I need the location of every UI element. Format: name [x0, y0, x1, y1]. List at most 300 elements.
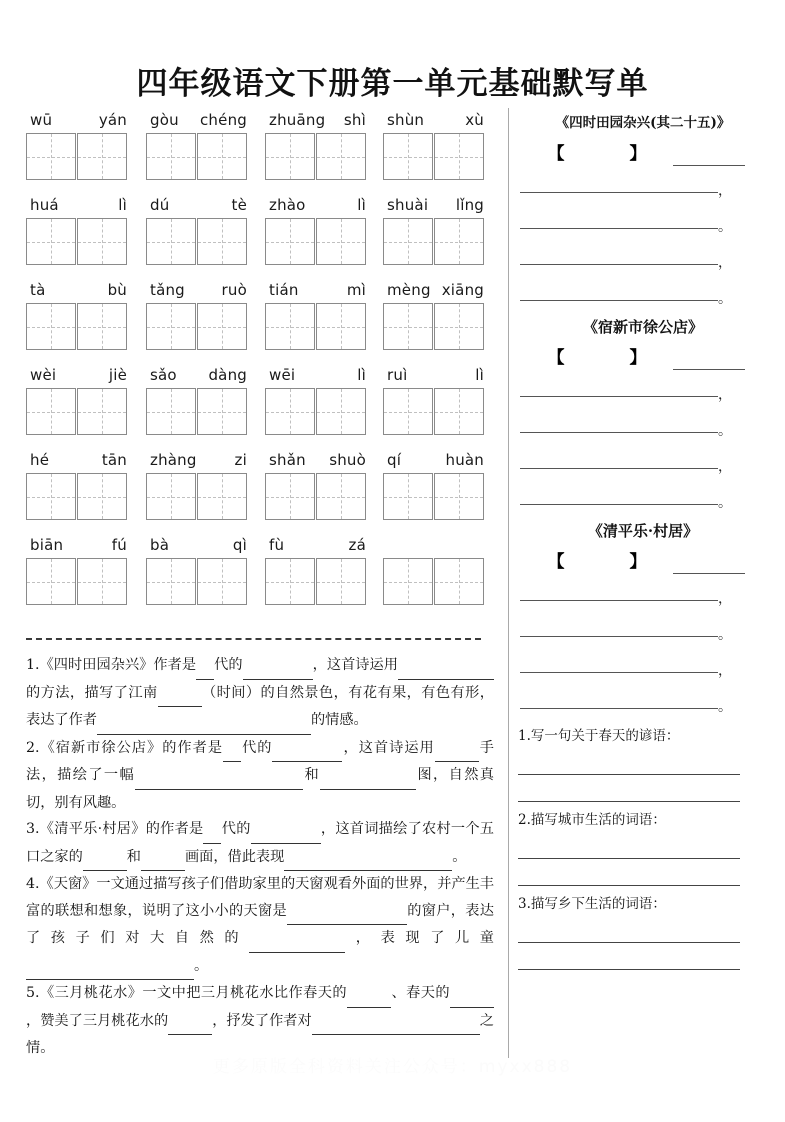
pinyin-syllable: shùn	[387, 111, 425, 129]
verse-writing-rule[interactable]	[520, 300, 718, 301]
pinyin-syllable: fú	[111, 536, 127, 554]
poem-verse-line[interactable]	[518, 610, 768, 646]
character-writing-box[interactable]	[197, 133, 247, 180]
question-text: ，抒发了作者对	[212, 1012, 312, 1029]
word-group	[265, 195, 369, 265]
answer-blank[interactable]	[312, 1008, 480, 1036]
pinyin-syllable: tè	[231, 196, 247, 214]
character-writing-box[interactable]	[77, 133, 127, 180]
word-group	[265, 280, 369, 350]
character-box-pair	[26, 388, 130, 435]
pinyin-syllable: lì	[357, 196, 366, 214]
verse-punctuation: ，	[718, 255, 732, 271]
pinyin-syllable: xù	[465, 111, 484, 129]
poem-verse-line[interactable]	[518, 574, 768, 610]
watermark: 更多原版全科资料关注公众号：myxx888	[212, 1057, 573, 1077]
pinyin-label-pair	[383, 280, 487, 300]
verse-punctuation: 。	[718, 219, 732, 235]
extra-question	[518, 808, 768, 886]
answer-writing-rule[interactable]	[518, 832, 740, 859]
extra-question-label: 3.描写乡下生活的词语：	[518, 896, 666, 912]
character-writing-box[interactable]	[383, 558, 433, 605]
character-writing-box[interactable]	[383, 473, 433, 520]
character-box-pair	[146, 303, 250, 350]
pinyin-syllable: hé	[30, 451, 50, 469]
word-group	[26, 450, 130, 520]
pinyin-label-pair	[383, 535, 487, 555]
character-writing-box[interactable]	[383, 218, 433, 265]
column-divider	[508, 108, 509, 1058]
answer-blank[interactable]	[203, 816, 221, 844]
question-text: 代的	[241, 739, 273, 756]
verse-punctuation: 。	[718, 495, 732, 511]
pinyin-syllable: mì	[346, 281, 366, 299]
poem-title: 《清平乐·村居》	[587, 522, 699, 540]
answer-blank[interactable]	[243, 652, 313, 680]
pinyin-syllable: zhào	[269, 196, 306, 214]
verse-punctuation: ，	[718, 663, 732, 679]
character-writing-box[interactable]	[197, 303, 247, 350]
pinyin-syllable: huá	[30, 196, 59, 214]
pinyin-syllable: yán	[98, 111, 127, 129]
pinyin-label-pair	[265, 535, 369, 555]
dynasty-bracket[interactable]: 【 】	[547, 552, 671, 572]
word-group	[265, 110, 369, 180]
character-box-pair	[265, 473, 369, 520]
word-group	[26, 365, 130, 435]
word-group	[265, 535, 369, 605]
poem-verse-line[interactable]	[518, 238, 768, 274]
poem-block	[518, 518, 768, 718]
pinyin-syllable: lì	[357, 366, 366, 384]
word-group	[26, 195, 130, 265]
question-number: 4.	[26, 876, 40, 892]
word-group	[265, 365, 369, 435]
word-group	[383, 280, 487, 350]
extra-question-label: 1.写一句关于春天的谚语：	[518, 728, 680, 744]
question-number: 5.	[26, 985, 40, 1001]
answer-blank[interactable]	[347, 980, 391, 1008]
character-writing-box[interactable]	[316, 303, 366, 350]
pinyin-syllable: zhàng	[150, 451, 197, 469]
question-text: 的情感。	[310, 712, 368, 728]
pinyin-syllable: tà	[30, 281, 46, 299]
pinyin-syllable: ruò	[221, 281, 247, 299]
verse-punctuation: 。	[718, 699, 732, 715]
dynasty-bracket[interactable]: 【 】	[547, 348, 671, 368]
character-box-pair	[146, 218, 250, 265]
extra-question	[518, 892, 768, 970]
pinyin-label-pair	[146, 535, 250, 555]
pinyin-syllable: huàn	[445, 451, 484, 469]
pinyin-syllable: zá	[348, 536, 366, 554]
pinyin-dictation-grid	[26, 110, 496, 620]
character-box-pair	[265, 133, 369, 180]
pinyin-syllable: dàng	[208, 366, 247, 384]
character-writing-box[interactable]	[26, 133, 76, 180]
answer-blank[interactable]	[435, 735, 479, 763]
character-writing-box[interactable]	[77, 388, 127, 435]
verse-punctuation: ，	[718, 387, 732, 403]
poem-verse-line[interactable]	[518, 406, 768, 442]
page-title: 四年级语文下册第一单元基础默写单	[136, 66, 649, 102]
pinyin-label-pair	[265, 280, 369, 300]
question-text: ，这首诗运用	[312, 657, 398, 673]
answer-blank[interactable]	[97, 707, 311, 735]
right-column	[518, 110, 768, 970]
poem-author-blank[interactable]	[673, 352, 745, 370]
answer-writing-rule[interactable]	[518, 943, 740, 970]
question-text: 和	[126, 848, 141, 865]
verse-writing-rule[interactable]	[520, 192, 718, 193]
word-group	[146, 535, 250, 605]
pinyin-label-pair	[26, 535, 130, 555]
word-group	[146, 110, 250, 180]
pinyin-label-pair	[383, 365, 487, 385]
pinyin-syllable: wū	[30, 111, 53, 129]
verse-writing-rule[interactable]	[520, 264, 718, 265]
verse-punctuation: 。	[718, 627, 732, 643]
pinyin-row	[26, 535, 496, 620]
character-writing-box[interactable]	[77, 303, 127, 350]
verse-writing-rule[interactable]	[520, 396, 718, 397]
answer-blank[interactable]	[135, 762, 303, 790]
character-box-pair	[383, 388, 487, 435]
word-group	[26, 280, 130, 350]
answer-writing-rule[interactable]	[518, 916, 740, 943]
poem-author-blank[interactable]	[673, 556, 745, 574]
character-writing-box[interactable]	[434, 218, 484, 265]
character-box-pair	[265, 218, 369, 265]
character-box-pair	[383, 218, 487, 265]
poem-verse-line[interactable]	[518, 202, 768, 238]
poem-author-line	[518, 136, 768, 166]
verse-punctuation: ，	[718, 459, 732, 475]
character-writing-box[interactable]	[197, 473, 247, 520]
answer-blank[interactable]	[251, 816, 321, 844]
verse-writing-rule[interactable]	[520, 600, 718, 601]
verse-writing-rule[interactable]	[520, 504, 718, 505]
character-writing-box[interactable]	[146, 388, 196, 435]
pinyin-row	[26, 195, 496, 280]
pinyin-label-pair	[146, 110, 250, 130]
pinyin-label-pair	[265, 195, 369, 215]
character-writing-box[interactable]	[26, 388, 76, 435]
pinyin-label-pair	[146, 195, 250, 215]
character-writing-box[interactable]	[26, 473, 76, 520]
character-box-pair	[26, 133, 130, 180]
pinyin-syllable: wèi	[30, 366, 57, 384]
character-box-pair	[146, 388, 250, 435]
poem-title: 《宿新市徐公店》	[582, 318, 703, 336]
pinyin-label-pair	[265, 450, 369, 470]
pinyin-label-pair	[383, 195, 487, 215]
pinyin-syllable: wēi	[269, 366, 296, 384]
pinyin-syllable: shì	[343, 111, 366, 129]
question-text: 。	[452, 848, 467, 865]
pinyin-syllable: biān	[30, 536, 64, 554]
pinyin-label-pair	[26, 110, 130, 130]
answer-blank[interactable]	[249, 925, 345, 953]
fill-in-question	[26, 816, 494, 871]
answer-blank[interactable]	[450, 980, 494, 1008]
pinyin-syllable: bù	[107, 281, 127, 299]
pinyin-label-pair	[146, 365, 250, 385]
extra-question	[518, 724, 768, 802]
character-writing-box[interactable]	[77, 558, 127, 605]
fill-in-question	[26, 980, 494, 1062]
character-writing-box[interactable]	[434, 303, 484, 350]
character-box-pair	[383, 558, 487, 605]
pinyin-syllable: mèng	[387, 281, 431, 299]
question-text: 的方法，描写了江南	[26, 684, 158, 701]
pinyin-syllable: qí	[387, 451, 402, 469]
question-text: 《四时田园杂兴》作者是	[39, 657, 197, 673]
verse-writing-rule[interactable]	[520, 636, 718, 637]
answer-blank[interactable]	[158, 680, 202, 708]
question-text: （时间）的自然景色，有花有果，有色有形，表达了作者	[26, 684, 494, 728]
question-text: 《清平乐·村居》的作者是	[39, 821, 204, 837]
character-writing-box[interactable]	[265, 473, 315, 520]
answer-blank[interactable]	[168, 1008, 212, 1036]
answer-blank[interactable]	[398, 652, 494, 680]
character-writing-box[interactable]	[316, 558, 366, 605]
character-box-pair	[265, 558, 369, 605]
pinyin-syllable: sǎo	[150, 366, 177, 384]
poem-verse-line[interactable]	[518, 274, 768, 310]
fill-in-blank-questions	[26, 652, 494, 1062]
character-box-pair	[146, 558, 250, 605]
character-writing-box[interactable]	[316, 473, 366, 520]
answer-blank[interactable]	[223, 735, 241, 763]
question-text: ，这首诗运用	[342, 739, 435, 756]
character-writing-box[interactable]	[265, 558, 315, 605]
pinyin-syllable: tǎng	[150, 281, 185, 299]
word-group	[383, 535, 487, 605]
word-group	[146, 450, 250, 520]
character-writing-box[interactable]	[434, 133, 484, 180]
dynasty-bracket[interactable]: 【 】	[547, 144, 671, 164]
character-writing-box[interactable]	[197, 218, 247, 265]
character-writing-box[interactable]	[146, 473, 196, 520]
character-writing-box[interactable]	[265, 133, 315, 180]
pinyin-label-pair	[26, 450, 130, 470]
pinyin-label-pair	[146, 280, 250, 300]
pinyin-syllable: dú	[150, 196, 170, 214]
character-writing-box[interactable]	[26, 218, 76, 265]
poem-recitation-section	[518, 110, 768, 718]
question-text: ，表现了儿童	[345, 930, 494, 946]
pinyin-syllable: chéng	[199, 111, 247, 129]
word-group	[146, 280, 250, 350]
character-writing-box[interactable]	[146, 558, 196, 605]
answer-blank[interactable]	[26, 953, 194, 981]
character-writing-box[interactable]	[265, 303, 315, 350]
answer-writing-rule[interactable]	[518, 775, 740, 802]
word-group	[265, 450, 369, 520]
pinyin-syllable: tián	[269, 281, 299, 299]
answer-blank[interactable]	[272, 735, 342, 763]
question-number: 3.	[26, 821, 40, 837]
pinyin-label-pair	[383, 110, 487, 130]
extra-questions-section	[518, 724, 768, 970]
poem-verse-line[interactable]	[518, 646, 768, 682]
answer-blank[interactable]	[141, 844, 185, 872]
pinyin-syllable: qì	[232, 536, 247, 554]
question-text: 图，自然真切，别有风趣。	[26, 767, 494, 811]
character-box-pair	[383, 133, 487, 180]
poem-title: 《四时田园杂兴(其二十五)》	[555, 115, 731, 131]
poem-author-blank[interactable]	[673, 148, 745, 166]
character-writing-box[interactable]	[434, 388, 484, 435]
pinyin-label-pair	[26, 195, 130, 215]
pinyin-label-pair	[383, 450, 487, 470]
character-box-pair	[265, 388, 369, 435]
poem-verse-line[interactable]	[518, 442, 768, 478]
word-group	[26, 535, 130, 605]
character-writing-box[interactable]	[265, 388, 315, 435]
character-writing-box[interactable]	[146, 303, 196, 350]
answer-blank[interactable]	[196, 652, 214, 680]
character-writing-box[interactable]	[77, 473, 127, 520]
answer-blank[interactable]	[320, 762, 416, 790]
pinyin-syllable: xiāng	[441, 281, 484, 299]
character-writing-box[interactable]	[434, 558, 484, 605]
pinyin-label-pair	[265, 365, 369, 385]
word-group	[146, 365, 250, 435]
question-text: 和	[303, 767, 321, 783]
character-box-pair	[26, 558, 130, 605]
pinyin-syllable: shuò	[329, 451, 366, 469]
character-writing-box[interactable]	[77, 218, 127, 265]
question-text: 手法，描绘了一幅	[26, 739, 494, 783]
question-text: 。	[194, 957, 209, 974]
question-text: 《三月桃花水》一文中把三月桃花水比作春天的	[39, 985, 348, 1001]
verse-punctuation: 。	[718, 291, 732, 307]
word-group	[383, 365, 487, 435]
character-writing-box[interactable]	[197, 558, 247, 605]
verse-writing-rule[interactable]	[520, 672, 718, 673]
pinyin-syllable: zhuāng	[269, 111, 326, 129]
poem-block	[518, 314, 768, 514]
fill-in-question	[26, 735, 494, 817]
verse-writing-rule[interactable]	[520, 708, 718, 709]
pinyin-syllable: tān	[101, 451, 127, 469]
pinyin-syllable: shuài	[387, 196, 429, 214]
poem-verse-line[interactable]	[518, 370, 768, 406]
question-text: 画面，借此表现	[184, 848, 285, 865]
character-box-pair	[26, 218, 130, 265]
question-text: 《宿新市徐公店》的作者是	[39, 739, 224, 756]
character-box-pair	[146, 133, 250, 180]
pinyin-syllable: bà	[150, 536, 170, 554]
question-number: 1.	[26, 657, 40, 673]
character-box-pair	[383, 303, 487, 350]
question-text: 的窗户，表达了孩子们对大自然的	[26, 902, 494, 946]
extra-question-label: 2.描写城市生活的词语：	[518, 812, 666, 828]
character-writing-box[interactable]	[265, 218, 315, 265]
verse-punctuation: 。	[718, 423, 732, 439]
word-group	[146, 195, 250, 265]
question-text: 之情。	[26, 1012, 494, 1056]
question-text: 代的	[214, 657, 243, 673]
pinyin-syllable: ruì	[387, 366, 408, 384]
poem-block	[518, 110, 768, 310]
character-writing-box[interactable]	[26, 558, 76, 605]
pinyin-syllable: fù	[269, 536, 285, 554]
pinyin-row	[26, 450, 496, 535]
question-text: ，赞美了三月桃花水的	[26, 1012, 169, 1029]
character-writing-box[interactable]	[383, 388, 433, 435]
pinyin-label-pair	[146, 450, 250, 470]
pinyin-row	[26, 110, 496, 195]
character-writing-box[interactable]	[434, 473, 484, 520]
verse-writing-rule[interactable]	[520, 468, 718, 469]
question-text: ，这首词描绘了农村一个五口之家的	[26, 821, 494, 865]
character-writing-box[interactable]	[383, 133, 433, 180]
left-column	[26, 110, 496, 620]
word-group	[383, 195, 487, 265]
pinyin-label-pair	[26, 280, 130, 300]
fill-in-question	[26, 652, 494, 735]
poem-verse-line[interactable]	[518, 682, 768, 718]
pinyin-syllable: zi	[234, 451, 247, 469]
poem-author-line	[518, 340, 768, 370]
answer-writing-rule[interactable]	[518, 859, 740, 886]
word-group	[383, 110, 487, 180]
character-box-pair	[146, 473, 250, 520]
character-writing-box[interactable]	[146, 133, 196, 180]
fill-in-question	[26, 871, 494, 980]
answer-blank[interactable]	[287, 898, 407, 926]
character-box-pair	[383, 473, 487, 520]
pinyin-label-pair	[265, 110, 369, 130]
pinyin-row	[26, 365, 496, 450]
verse-writing-rule[interactable]	[520, 432, 718, 433]
question-text: 、春天的	[391, 985, 450, 1001]
pinyin-syllable: gòu	[150, 111, 179, 129]
answer-writing-rule[interactable]	[518, 748, 740, 775]
poem-author-line	[518, 544, 768, 574]
poem-verse-line[interactable]	[518, 166, 768, 202]
character-writing-box[interactable]	[197, 388, 247, 435]
character-writing-box[interactable]	[146, 218, 196, 265]
character-writing-box[interactable]	[26, 303, 76, 350]
pinyin-row	[26, 280, 496, 365]
section-separator	[26, 638, 481, 640]
pinyin-syllable: jiè	[108, 366, 127, 384]
question-number: 2.	[26, 739, 40, 756]
answer-blank[interactable]	[83, 844, 127, 872]
pinyin-syllable: lì	[118, 196, 127, 214]
poem-verse-line[interactable]	[518, 478, 768, 514]
pinyin-syllable: shǎn	[269, 451, 306, 469]
character-writing-box[interactable]	[316, 218, 366, 265]
verse-punctuation: ，	[718, 183, 732, 199]
character-box-pair	[26, 303, 130, 350]
character-box-pair	[265, 303, 369, 350]
answer-blank[interactable]	[284, 844, 452, 872]
pinyin-label-pair	[26, 365, 130, 385]
character-writing-box[interactable]	[316, 388, 366, 435]
question-text: 代的	[221, 821, 251, 837]
question-text: 《天窗》一文通过描写孩子们借助家里的天窗观看外面的世界，并产生丰富的联想和想象，说明了这小小的天窗是	[26, 876, 494, 919]
character-box-pair	[26, 473, 130, 520]
verse-writing-rule[interactable]	[520, 228, 718, 229]
word-group	[383, 450, 487, 520]
character-writing-box[interactable]	[316, 133, 366, 180]
character-writing-box[interactable]	[383, 303, 433, 350]
